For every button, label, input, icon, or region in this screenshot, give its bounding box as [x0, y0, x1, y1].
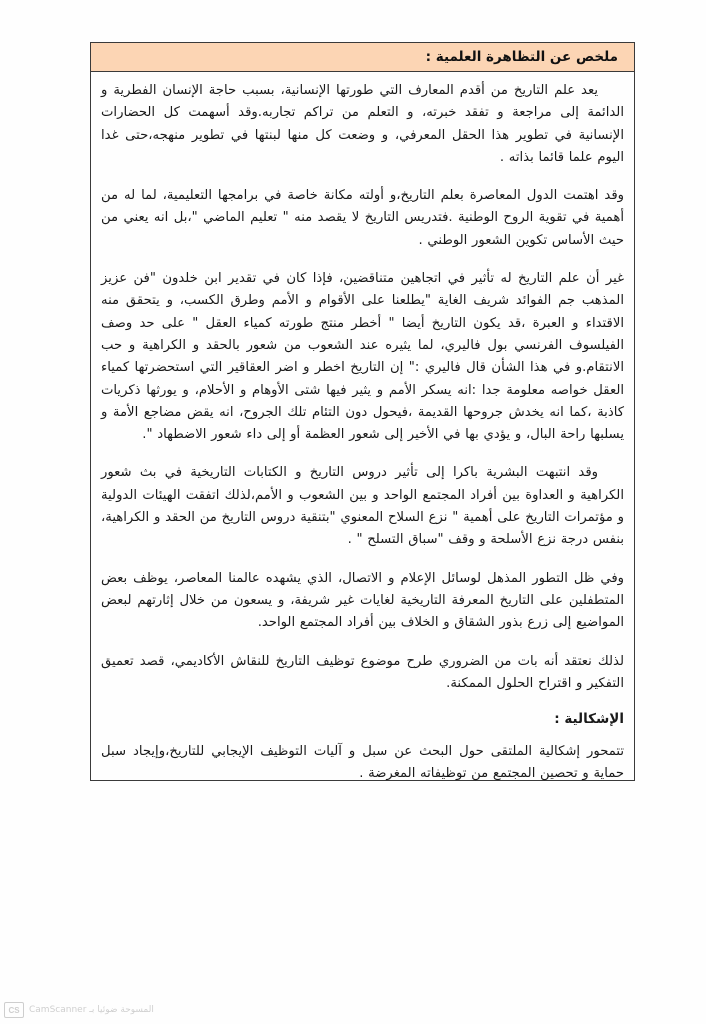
summary-body	[91, 72, 634, 786]
summary-frame	[90, 42, 635, 781]
paragraph-conclusion: لذلك نعتقد أنه بات من الضروري طرح موضوع توظيف التاريخ للنقاش الأكاديمي، قصد تعميق التفكير و اقتراح الحلول الممكنة.	[101, 653, 624, 691]
summary-title: ملخص عن التظاهرة العلمية :	[425, 49, 618, 65]
paragraph-intro: يعد علم التاريخ من أقدم المعارف التي طورتها الإنسانية، بسبب حاجة الإنسان الفطرية و الدائمة إلى مراجعة و تفقد خبرته، و التعلم من تراكم تجاربه.وقد أسهمت كل الحضارات الإنسانية في تطوير هذا الحقل المعرفي، و وضعت كل منها لبنتها في تطوير منهجه،حتى غدا اليوم علما قائما بذاته .	[101, 83, 624, 165]
paragraph-humanity-awareness: وقد انتبهت البشرية باكرا إلى تأثير دروس التاريخ و الكتابات التاريخية في بث شعور الكراهية و العداوة بين أفراد المجتمع الواحد و بين الشعوب و الأمم،لذلك اتفقت الهيئات الدولية و مؤتمرات التاريخ على أهمية " نزع السلاح المعنوي "بتنقية دروس التاريخ من الحقد و الكراهية، بنفس درجة نزع الأسلحة و وقف "سباق التسلح " .	[101, 465, 624, 548]
paragraph-media-development: وفي ظل التطور المذهل لوسائل الإعلام و الاتصال، الذي يشهده عالمنا المعاصر، يوظف بعض المتطفلين على التاريخ المعرفة التاريخية لغايات غير شريفة، و يسعون من خلال إثارتهم لبعض المواضيع إلى زرع بذور الشقاق و الخلاف بين أفراد المجتمع الواحد.	[101, 570, 624, 631]
paragraph-two-directions: غير أن علم التاريخ له تأثير في اتجاهين متناقضين، فإذا كان في تقدير ابن خلدون "فن عزيز المذهب جم الفوائد شريف الغاية "يطلعنا على الأقوام و الأمم وطرق الكسب، و يتحقق منه الاقتداء و العبرة ،قد يكون التاريخ أيضا " أخطر منتج طورته كمياء العقل " على حد وصف الفيلسوف الفرنسي بول فاليري، لما يثيره عند الشعوب من شعور بالحقد و الكراهية و حب الانتقام.و في هذا الشأن قال فاليري :" إن التاريخ اخطر و اضر العقاقير التي استحضرتها كمياء العقل خواصه معلومة جدا :انه يسكر الأمم و يثير فيها شتى الأوهام و الأحلام، و يورثها ذكريات كاذبة ،كما انه يخدش جروحها القديمة ،فيحول دون التئام تلك الجروح، انه يقض مضاجع الأمة و يسلبها راحة البال، و يؤدي بها في الأخير إلى شعور العظمة أو إلى داء شعور الاضطهاد ".	[101, 271, 624, 443]
camscanner-logo-icon: CS	[4, 1002, 24, 1018]
summary-header	[91, 43, 634, 72]
watermark-text: CamScanner المسوحة ضوئيا بـ	[29, 1005, 154, 1015]
paragraph-modern-states: وقد اهتمت الدول المعاصرة بعلم التاريخ،و أولته مكانة خاصة في برامجها التعليمية، لما له من أهمية في تقوية الروح الوطنية .فتدريس التاريخ لا يقصد منه " تعليم الماضي "،بل انه يعني من حيث الأساس تكوين الشعور الوطني .	[101, 188, 624, 248]
problem-text: تتمحور إشكالية الملتقى حول البحث عن سبل و آليات التوظيف الإيجابي للتاريخ،وإيجاد سبل حماية و تحصين المجتمع من توظيفاته المغرضة .	[101, 744, 624, 782]
camscanner-watermark	[4, 1002, 154, 1018]
problem-heading: الإشكالية :	[554, 711, 624, 728]
